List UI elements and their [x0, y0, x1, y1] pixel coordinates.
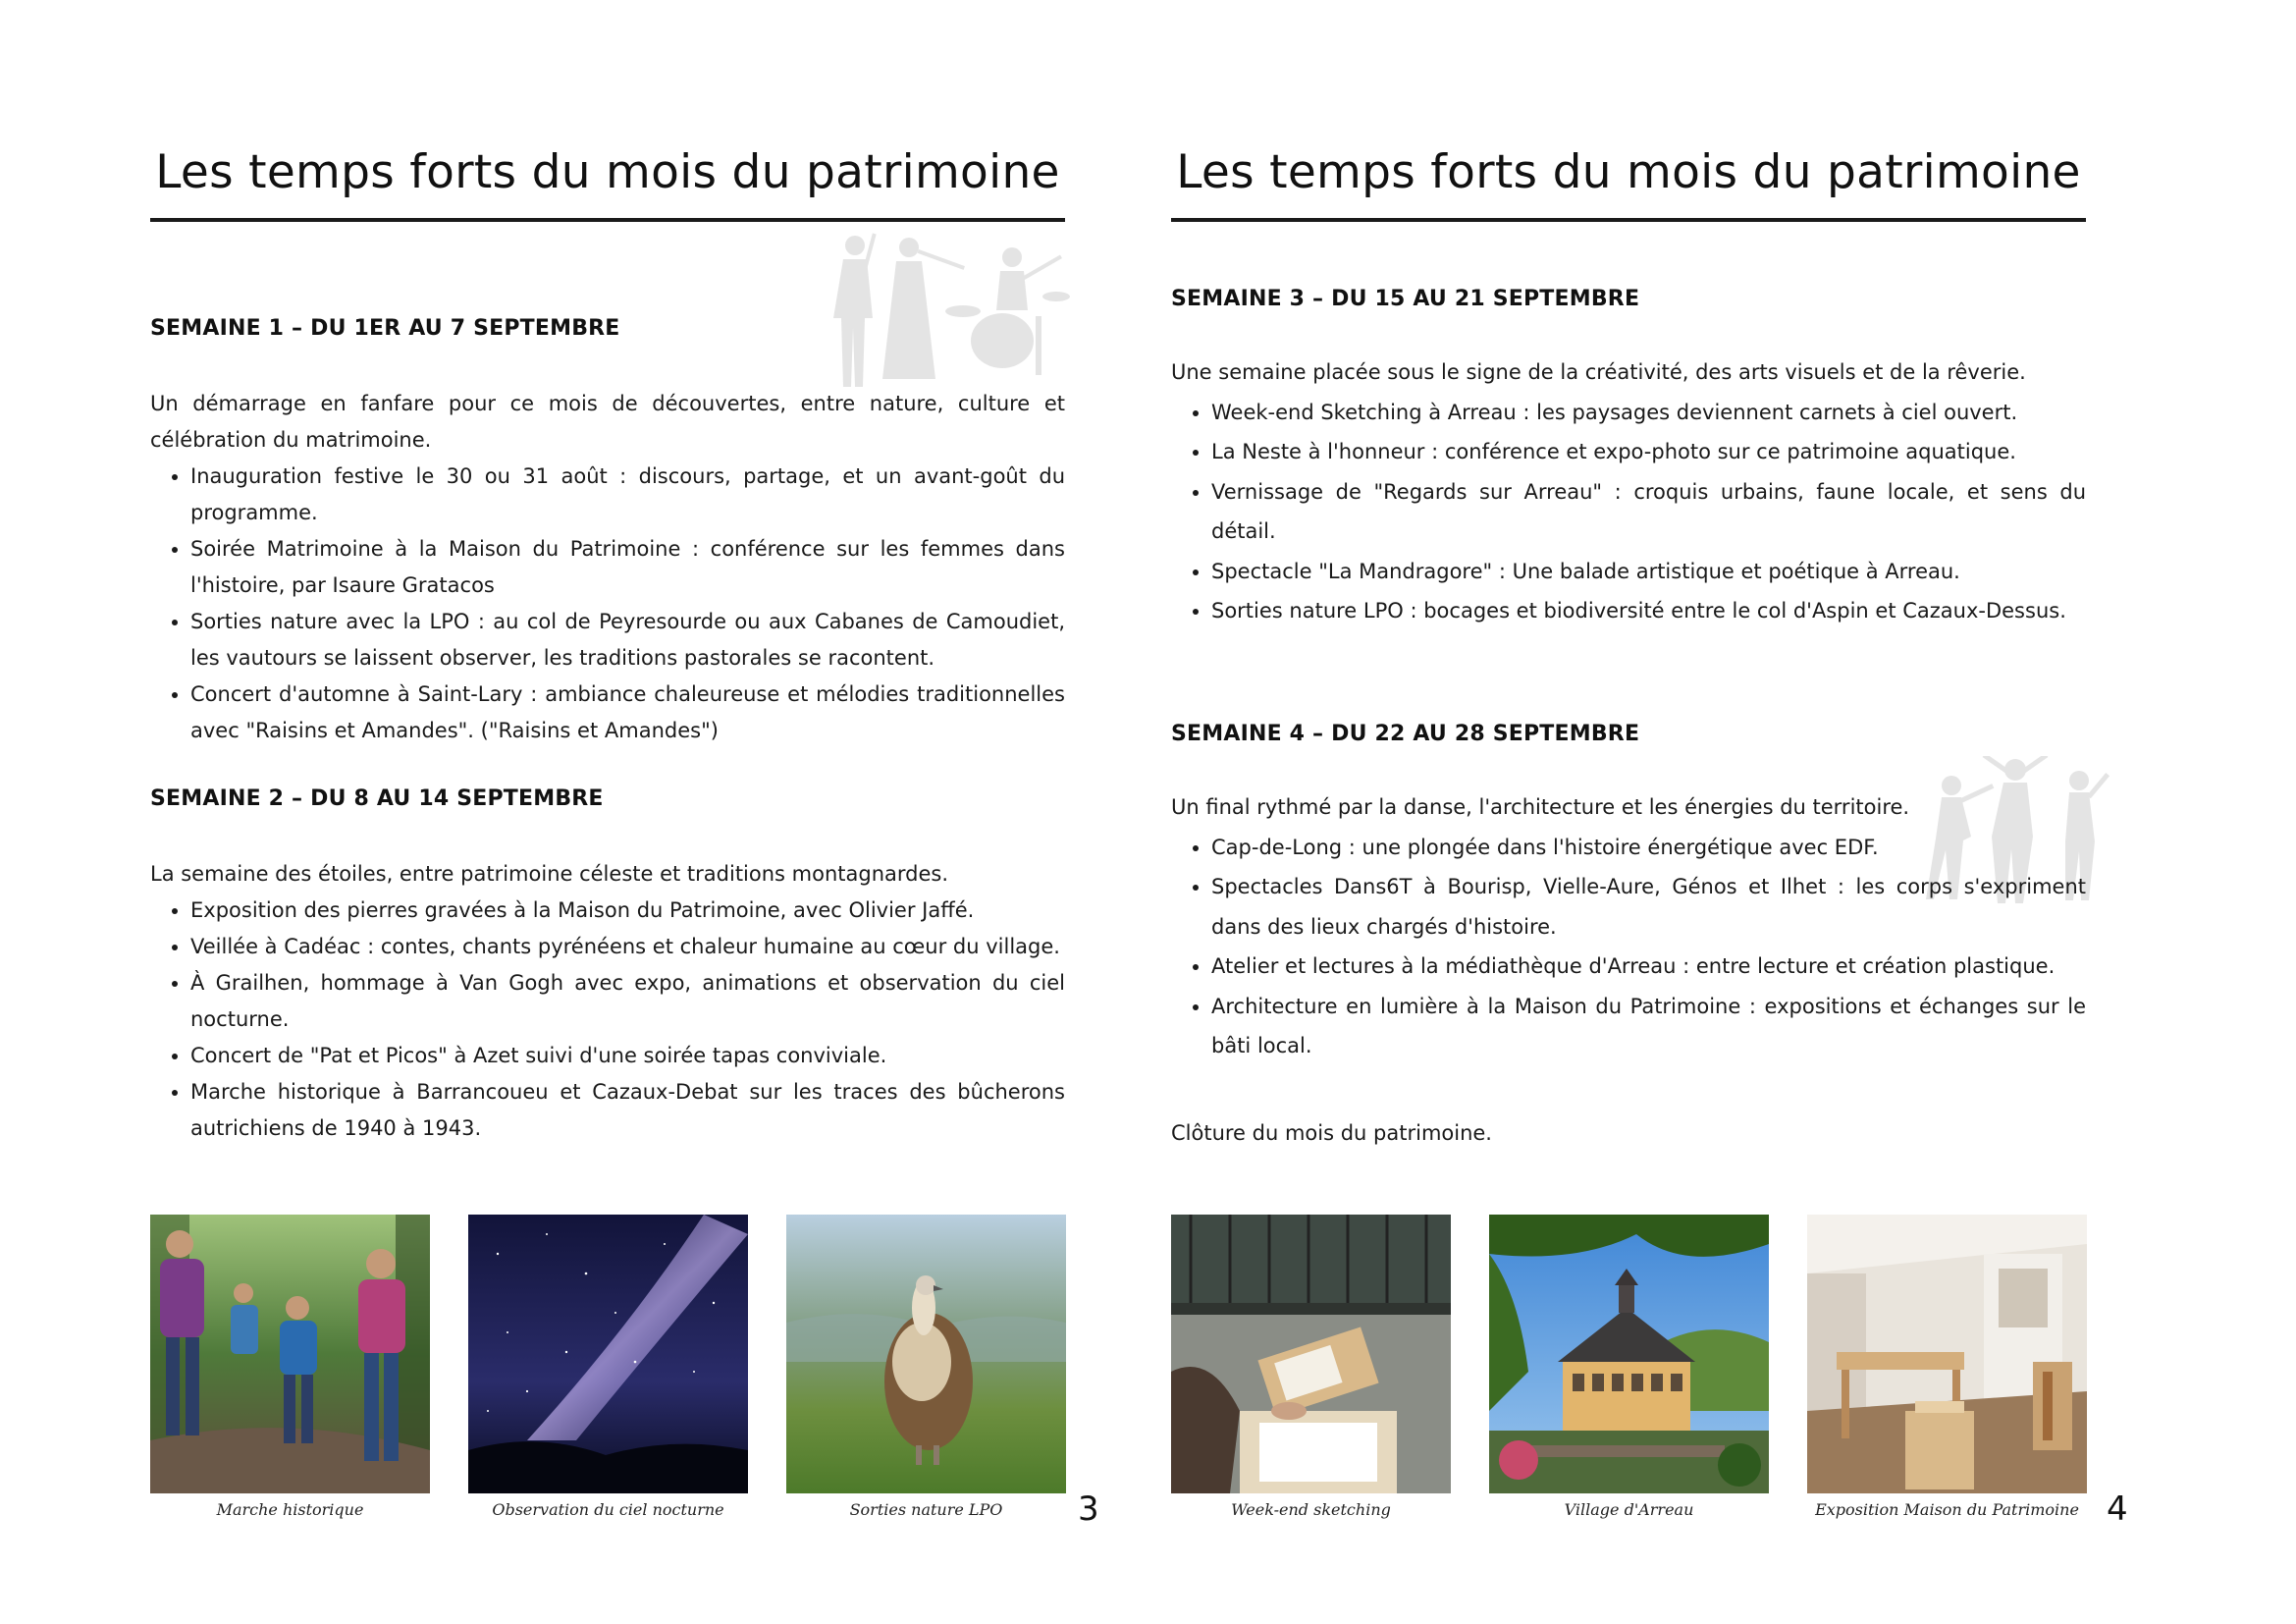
photo-caption: Marche historique — [216, 1500, 364, 1519]
exhibition-photo — [1807, 1215, 2087, 1493]
page-4 — [1129, 0, 2296, 1624]
vulture-photo — [786, 1215, 1066, 1493]
title-underline — [1171, 218, 2086, 222]
week-1-section — [150, 316, 1065, 749]
week-3-section — [1171, 287, 2086, 631]
list-item: • Week-end Sketching à Arreau : les paysages deviennent carnets à ciel ouvert. — [1211, 393, 2086, 433]
page-3 — [0, 0, 1129, 1624]
night-sky-photo — [468, 1215, 748, 1493]
photo-caption: Village d'Arreau — [1564, 1500, 1694, 1519]
village-photo — [1489, 1215, 1769, 1493]
photo-caption: Exposition Maison du Patrimoine — [1815, 1500, 2079, 1519]
week-heading: SEMAINE 4 – DU 22 AU 28 SEPTEMBRE — [1171, 722, 1640, 746]
hikers-photo — [150, 1215, 430, 1493]
list-item: • Spectacle "La Mandragore" : Une balade artistique et poétique à Arreau. — [1211, 552, 2086, 592]
week-4-section — [1171, 722, 2086, 1066]
week-heading: SEMAINE 2 – DU 8 AU 14 SEPTEMBRE — [150, 786, 604, 811]
list-item: • Concert de "Pat et Picos" à Azet suivi d'une soirée tapas conviviale. — [190, 1038, 1065, 1074]
page-title: Les temps forts du mois du patrimoine — [1176, 145, 2081, 199]
list-item: • Exposition des pierres gravées à la Maison du Patrimoine, avec Olivier Jaffé. — [190, 893, 1065, 929]
week-heading: SEMAINE 3 – DU 15 AU 21 SEPTEMBRE — [1171, 287, 1640, 311]
photo-caption: Sorties nature LPO — [849, 1500, 1003, 1519]
week-intro: Une semaine placée sous le signe de la créativité, des arts visuels et de la rêverie. — [1171, 360, 2026, 384]
event-list — [150, 893, 1065, 1147]
list-item: • Architecture en lumière à la Maison du Patrimoine : expositions et échanges sur le bâti local. — [1211, 987, 2086, 1066]
week-2-section — [150, 786, 1065, 1147]
photo-caption: Week-end sketching — [1231, 1500, 1391, 1519]
list-item: • Vernissage de "Regards sur Arreau" : croquis urbains, faune locale, et sens du détail. — [1211, 472, 2086, 552]
week-intro: Un final rythmé par la danse, l'architecture et les énergies du territoire. — [1171, 795, 1910, 819]
list-item: • Veillée à Cadéac : contes, chants pyrénéens et chaleur humaine au cœur du village. — [190, 929, 1065, 965]
list-item: • Spectacles Dans6T à Bourisp, Vielle-Aure, Génos et Ilhet : les corps s'expriment dans des lieux chargés d'histoire. — [1211, 867, 2086, 947]
page-title: Les temps forts du mois du patrimoine — [155, 145, 1060, 199]
title-underline — [150, 218, 1065, 222]
page-number: 4 — [2107, 1489, 2128, 1529]
closing-text: Clôture du mois du patrimoine. — [1171, 1121, 1492, 1145]
sketching-photo — [1171, 1215, 1451, 1493]
list-item: • Cap-de-Long : une plongée dans l'histoire énergétique avec EDF. — [1211, 828, 2086, 868]
list-item: • Sorties nature LPO : bocages et biodiversité entre le col d'Aspin et Cazaux-Dessus. — [1211, 591, 2086, 631]
week-intro: Un démarrage en fanfare pour ce mois de découvertes, entre nature, culture et célébration du matrimoine. — [150, 392, 1065, 452]
list-item: • Atelier et lectures à la médiathèque d'Arreau : entre lecture et création plastique. — [1211, 947, 2086, 987]
week-intro: La semaine des étoiles, entre patrimoine céleste et traditions montagnardes. — [150, 862, 949, 886]
week-heading: SEMAINE 1 – DU 1ER AU 7 SEPTEMBRE — [150, 316, 620, 341]
list-item: • Inauguration festive le 30 ou 31 août : discours, partage, et un avant-goût du programme. — [190, 459, 1065, 531]
list-item: • La Neste à l'honneur : conférence et expo-photo sur ce patrimoine aquatique. — [1211, 432, 2086, 472]
event-list — [1171, 393, 2086, 631]
list-item: • Marche historique à Barrancoueu et Cazaux-Debat sur les traces des bûcherons autrichiens de 1940 à 1943. — [190, 1074, 1065, 1147]
photo-caption: Observation du ciel nocturne — [492, 1500, 724, 1519]
event-list — [150, 459, 1065, 749]
event-list — [1171, 828, 2086, 1066]
page-number: 3 — [1078, 1489, 1099, 1529]
list-item: • Sorties nature avec la LPO : au col de Peyresourde ou aux Cabanes de Camoudiet, les vautours se laissent observer, les traditions pastorales se racontent. — [190, 604, 1065, 677]
list-item: • Concert d'automne à Saint-Lary : ambiance chaleureuse et mélodies traditionnelles avec "Raisins et Amandes". ("Raisins et Amandes") — [190, 677, 1065, 749]
list-item: • À Grailhen, hommage à Van Gogh avec expo, animations et observation du ciel nocturne. — [190, 965, 1065, 1038]
list-item: • Soirée Matrimoine à la Maison du Patrimoine : conférence sur les femmes dans l'histoire, par Isaure Gratacos — [190, 531, 1065, 604]
